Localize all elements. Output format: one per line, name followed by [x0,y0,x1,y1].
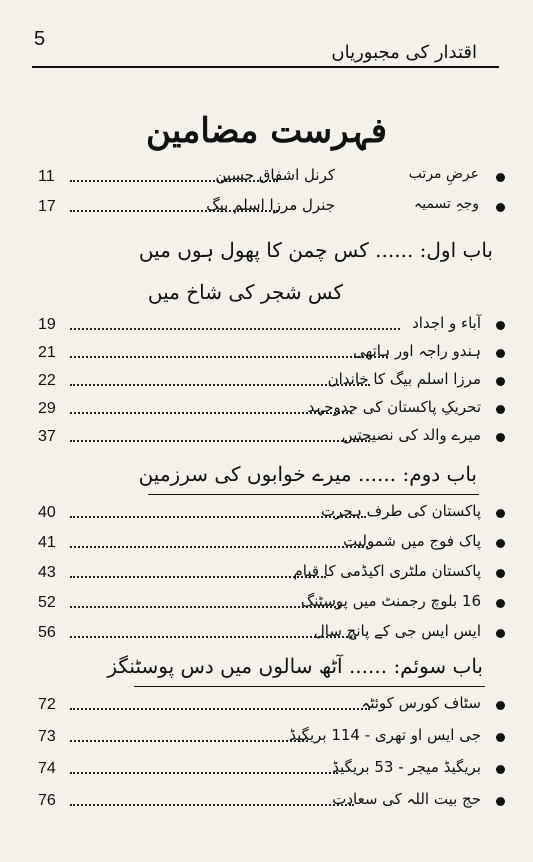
front-matter-row [38,196,505,222]
dot-leader [70,708,370,710]
front-matter-author: جنرل مرزا اسلم بیگ [206,196,335,214]
bullet [496,203,505,212]
entry-title: پاکستان ملٹری اکیڈمی کا قیام [293,562,481,580]
bullet [496,349,505,358]
entry-title: تحریکِ پاکستان کی جدوجہد [307,398,481,416]
toc-entry [38,758,505,784]
toc-entry [38,562,505,588]
running-title: اقتدار کی مجبوریاں [331,42,477,63]
dot-leader [70,328,400,330]
bullet [496,377,505,386]
entry-title: ایس ایس جی کے پانچ سال [313,622,481,640]
front-matter-label: وجہِ تسمیہ [414,196,479,212]
entry-title: حج بیت اللہ کی سعادت [332,790,481,808]
toc-entry [38,726,505,752]
chapter3-underline [134,686,485,687]
dot-leader [70,804,354,806]
dot-leader [70,772,338,774]
entry-title: مرزا اسلم بیگ کا خاندان [327,370,481,388]
toc-entry [38,502,505,528]
bullet [496,321,505,330]
page-ref: 41 [38,534,56,551]
page-ref: 56 [38,624,56,641]
chapter1-heading-line2: کس شجر کی شاخ میں [147,280,343,304]
toc-entry [38,532,505,558]
page-ref: 11 [38,168,55,185]
toc-entry [38,342,505,368]
bullet [496,569,505,578]
entry-title: بریگیڈ میجر - 53 بریگیڈ [332,758,481,776]
chapter3-heading: باب سوئم: ...... آٹھ سالوں میں دس پوسٹنگز [107,654,483,678]
dot-leader [70,440,370,442]
page-ref: 40 [38,504,56,521]
bullet [496,433,505,442]
header-rule [32,66,499,68]
page-ref: 17 [38,198,56,215]
toc-entry [38,398,505,424]
entry-title: ہندو راجہ اور ہاتھی [353,342,481,360]
entry-title: پاک فوج میں شمولیت [343,532,481,550]
entry-title: آباء و اجداد [412,314,481,332]
page-ref: 43 [38,564,56,581]
bullet [496,733,505,742]
entry-title: 16 بلوچ رجمنٹ میں پوسٹنگ [300,592,481,610]
toc-entry [38,592,505,618]
toc-entry [38,370,505,396]
bullet [496,173,505,182]
page-ref: 37 [38,428,56,445]
toc-entry [38,314,505,340]
page-ref: 22 [38,372,56,389]
page-ref: 19 [38,316,56,333]
dot-leader [70,606,340,608]
page-ref: 73 [38,728,56,745]
bullet [496,629,505,638]
entry-title: جی ایس او تھری - 114 بریگیڈ [289,726,481,744]
bullet [496,701,505,710]
dot-leader [70,740,308,742]
dot-leader [70,576,326,578]
front-matter-author: کرنل اشفاق حسین [215,166,335,184]
bullet [496,539,505,548]
dot-leader [70,546,368,548]
page-number: 5 [34,28,46,50]
dot-leader [70,384,370,386]
toc-entry [38,426,505,452]
bullet [496,599,505,608]
front-matter-label: عرضِ مرتب [408,166,479,182]
chapter1-heading: باب اول: ...... کس چمن کا پھول ہوں میں [138,238,493,262]
toc-entry [38,694,505,720]
chapter2-heading: باب دوم: ...... میرے خوابوں کی سرزمین [138,462,477,486]
page-ref: 74 [38,760,56,777]
bullet [496,765,505,774]
toc-entry [38,622,505,648]
entry-title: پاکستان کی طرف ہجرت [321,502,481,520]
page-ref: 76 [38,792,56,809]
dot-leader [70,356,388,358]
contents-title: فہرست مضامین [145,111,388,151]
bullet [496,797,505,806]
bullet [496,405,505,414]
entry-title: سٹاف کورس کوئٹہ [361,694,481,712]
front-matter-row [38,166,505,192]
page-ref: 72 [38,696,56,713]
toc-entry [38,790,505,816]
page-ref: 29 [38,400,56,417]
page-ref: 52 [38,594,56,611]
page-ref: 21 [38,344,56,361]
bullet [496,509,505,518]
entry-title: میرے والد کی نصیحتیں [341,426,481,444]
chapter2-underline [148,494,479,495]
